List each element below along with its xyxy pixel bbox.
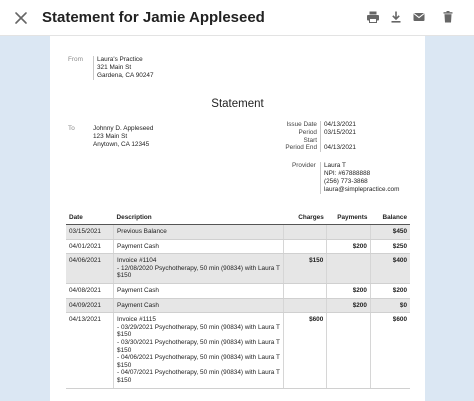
row-payments xyxy=(327,313,371,388)
description-line: $150 xyxy=(117,361,132,369)
provider-label: Provider xyxy=(292,162,316,169)
row-payments: $200 xyxy=(327,283,371,298)
column-header-description: Description xyxy=(114,211,284,225)
row-charges xyxy=(283,225,326,240)
statement-document xyxy=(50,36,425,401)
provider-info xyxy=(320,162,399,194)
row-payments xyxy=(327,254,371,284)
column-header-date: Date xyxy=(66,211,114,225)
to-address xyxy=(93,125,153,149)
column-header-payments: Payments xyxy=(327,211,371,225)
meta-key: Period End xyxy=(284,144,321,152)
description-line: $150 xyxy=(117,346,132,354)
row-charges xyxy=(283,298,326,313)
row-description xyxy=(114,239,284,254)
meta-key: Period Start xyxy=(284,129,321,145)
meta-value: 03/15/2021 xyxy=(324,128,356,136)
row-charges: $600 xyxy=(283,313,326,388)
statement-heading: Statement xyxy=(211,98,264,110)
to-label: To xyxy=(68,125,75,132)
description-line: - 03/29/2021 Psychotherapy, 50 min (90834) with Laura T xyxy=(117,323,280,331)
row-payments: $200 xyxy=(327,298,371,313)
row-description xyxy=(114,283,284,298)
description-line: Payment Cash xyxy=(117,286,159,294)
row-balance: $600 xyxy=(370,313,410,388)
row-date: 04/13/2021 xyxy=(66,313,114,388)
row-balance: $0 xyxy=(370,298,410,313)
row-balance: $250 xyxy=(370,239,410,254)
delete-icon[interactable] xyxy=(441,10,455,24)
provider-line: laura@simplepractice.com xyxy=(324,186,400,193)
table-row xyxy=(66,239,410,254)
table-row xyxy=(66,313,410,388)
provider-line: NPI: #67888888 xyxy=(324,170,371,177)
from-label: From xyxy=(68,56,83,63)
description-line: Invoice #1104 xyxy=(117,257,157,265)
print-icon[interactable] xyxy=(366,10,380,24)
row-date: 04/09/2021 xyxy=(66,298,114,313)
from-line: 321 Main St xyxy=(97,64,132,71)
row-charges xyxy=(283,283,326,298)
row-date: 04/08/2021 xyxy=(66,283,114,298)
to-line: 123 Main St xyxy=(93,133,128,140)
header-bar xyxy=(0,0,474,36)
close-icon[interactable] xyxy=(12,9,30,27)
row-balance: $450 xyxy=(370,225,410,240)
row-description xyxy=(114,313,284,388)
provider-line: (256) 773-3868 xyxy=(324,178,368,185)
row-payments: $200 xyxy=(327,239,371,254)
description-line: Previous Balance xyxy=(117,228,167,235)
page-title: Statement for Jamie Appleseed xyxy=(42,9,265,26)
description-line: - 12/08/2020 Psychotherapy, 50 min (90834) with Laura T xyxy=(117,264,280,272)
description-line: Payment Cash xyxy=(117,301,159,309)
table-row xyxy=(66,298,410,313)
description-line: Payment Cash xyxy=(117,242,159,250)
meta-value: 04/13/2021 xyxy=(324,144,356,152)
statement-table xyxy=(66,211,410,389)
table-row xyxy=(66,283,410,298)
to-line: Johnny D. Appleseed xyxy=(93,125,154,132)
statement-dates xyxy=(284,121,356,152)
column-header-balance: Balance xyxy=(370,211,410,225)
row-payments xyxy=(327,225,371,240)
description-line: $150 xyxy=(117,331,132,339)
meta-key: Issue Date xyxy=(284,121,321,129)
row-charges: $150 xyxy=(283,254,326,284)
description-line: $150 xyxy=(117,376,132,384)
table-row xyxy=(66,254,410,284)
from-line: Gardena, CA 90247 xyxy=(97,72,154,79)
table-row xyxy=(66,225,410,240)
provider-line: Laura T xyxy=(324,162,346,169)
to-line: Anytown, CA 12345 xyxy=(93,141,150,148)
meta-value: 04/13/2021 xyxy=(324,121,356,128)
description-line: - 04/06/2021 Psychotherapy, 50 min (90834) with Laura T xyxy=(117,354,280,362)
row-balance: $400 xyxy=(370,254,410,284)
row-description xyxy=(114,225,284,240)
column-header-charges: Charges xyxy=(283,211,326,225)
table-header-row xyxy=(66,211,410,225)
description-line: - 03/30/2021 Psychotherapy, 50 min (90834) with Laura T xyxy=(117,338,280,346)
description-line: Invoice #1115 xyxy=(117,316,156,324)
from-line: Laura's Practice xyxy=(97,56,143,63)
email-icon[interactable] xyxy=(412,10,426,24)
description-line: - 04/07/2021 Psychotherapy, 50 min (90834) with Laura T xyxy=(117,369,280,377)
row-balance: $200 xyxy=(370,283,410,298)
description-line: $150 xyxy=(117,272,132,280)
row-description xyxy=(114,254,284,284)
row-charges xyxy=(283,239,326,254)
download-icon[interactable] xyxy=(389,10,403,24)
row-description xyxy=(114,298,284,313)
row-date: 04/01/2021 xyxy=(66,239,114,254)
from-address xyxy=(93,56,154,80)
row-date: 04/06/2021 xyxy=(66,254,114,284)
row-date: 03/15/2021 xyxy=(66,225,114,240)
